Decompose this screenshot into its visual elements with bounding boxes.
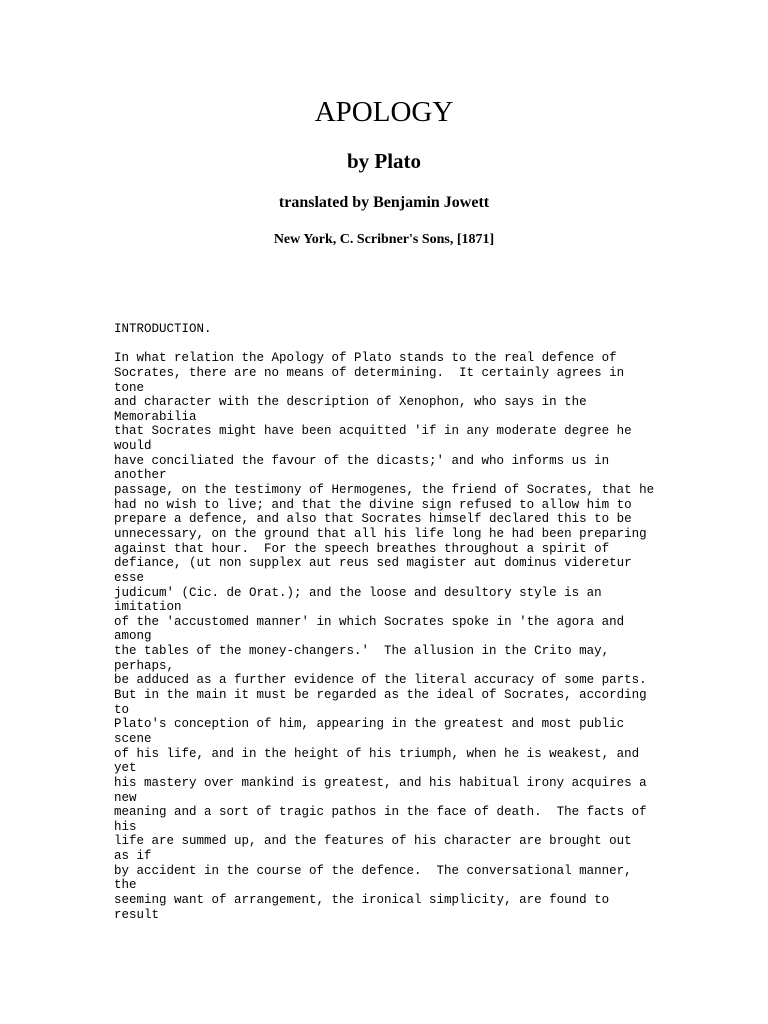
- text-line: that Socrates might have been acquitted 'if in any moderate degree he: [114, 424, 632, 439]
- text-line: his: [114, 819, 137, 834]
- text-line: judicum' (Cic. de Orat.); and the loose and desultory style is an: [114, 585, 602, 600]
- text-line: among: [114, 629, 152, 644]
- text-line: would: [114, 439, 152, 454]
- text-line: and character with the description of Xenophon, who says in the: [114, 395, 587, 410]
- text-line: new: [114, 790, 137, 805]
- text-line: Plato's conception of him, appearing in the greatest and most public: [114, 717, 625, 732]
- text-line: life are summed up, and the features of his character are brought out: [114, 834, 632, 849]
- text-line: had no wish to live; and that the divine sign refused to allow him to: [114, 497, 632, 512]
- document-author: by Plato: [346, 149, 422, 173]
- text-line: against that hour. For the speech breathes throughout a spirit of: [114, 541, 610, 556]
- text-line: unnecessary, on the ground that all his life long he had been preparing: [114, 526, 647, 541]
- text-line: perhaps,: [114, 658, 175, 673]
- text-line: another: [114, 468, 167, 483]
- document-title: APOLOGY: [314, 96, 454, 128]
- document-publisher: New York, C. Scribner's Sons, [1871]: [273, 232, 495, 247]
- text-line: INTRODUCTION.: [114, 322, 212, 336]
- text-line: defiance, (ut non supplex aut reus sed magister aut dominus videretur: [114, 556, 632, 571]
- text-line: be adduced as a further evidence of the literal accuracy of some parts.: [114, 673, 647, 688]
- text-line: Memorabilia: [114, 409, 197, 424]
- document-body-text: [114, 322, 734, 922]
- text-line: of his life, and in the height of his triumph, when he is weakest, and: [114, 746, 640, 761]
- text-line: esse: [114, 570, 145, 585]
- text-line: passage, on the testimony of Hermogenes, the friend of Socrates, that he: [114, 483, 655, 498]
- text-line: prepare a defence, and also that Socrates himself declared this to be: [114, 512, 632, 527]
- text-line: result: [114, 907, 160, 922]
- text-line: the tables of the money-changers.' The allusion in the Crito may,: [114, 644, 610, 659]
- text-line: have conciliated the favour of the dicasts;' and who informs us in: [114, 453, 610, 468]
- text-line: In what relation the Apology of Plato stands to the real defence of: [114, 351, 617, 366]
- text-line: meaning and a sort of tragic pathos in the face of death. The facts of: [114, 805, 647, 820]
- document-translator: translated by Benjamin Jowett: [278, 194, 490, 211]
- text-line: imitation: [114, 600, 182, 615]
- text-line: seeming want of arrangement, the ironical simplicity, are found to: [114, 892, 610, 907]
- text-line: of the 'accustomed manner' in which Socrates spoke in 'the agora and: [114, 614, 625, 629]
- text-line: scene: [114, 731, 152, 746]
- text-line: the: [114, 878, 137, 893]
- text-line: yet: [114, 761, 137, 776]
- text-line: But in the main it must be regarded as the ideal of Socrates, according: [114, 688, 647, 703]
- text-line: as if: [114, 849, 152, 864]
- text-line: [114, 337, 734, 352]
- text-line: to: [114, 702, 130, 717]
- text-line: Socrates, there are no means of determining. It certainly agrees in: [114, 365, 625, 380]
- text-line: by accident in the course of the defence. The conversational manner,: [114, 863, 632, 878]
- text-line: tone: [114, 380, 145, 395]
- text-line: his mastery over mankind is greatest, and his habitual irony acquires a: [114, 775, 647, 790]
